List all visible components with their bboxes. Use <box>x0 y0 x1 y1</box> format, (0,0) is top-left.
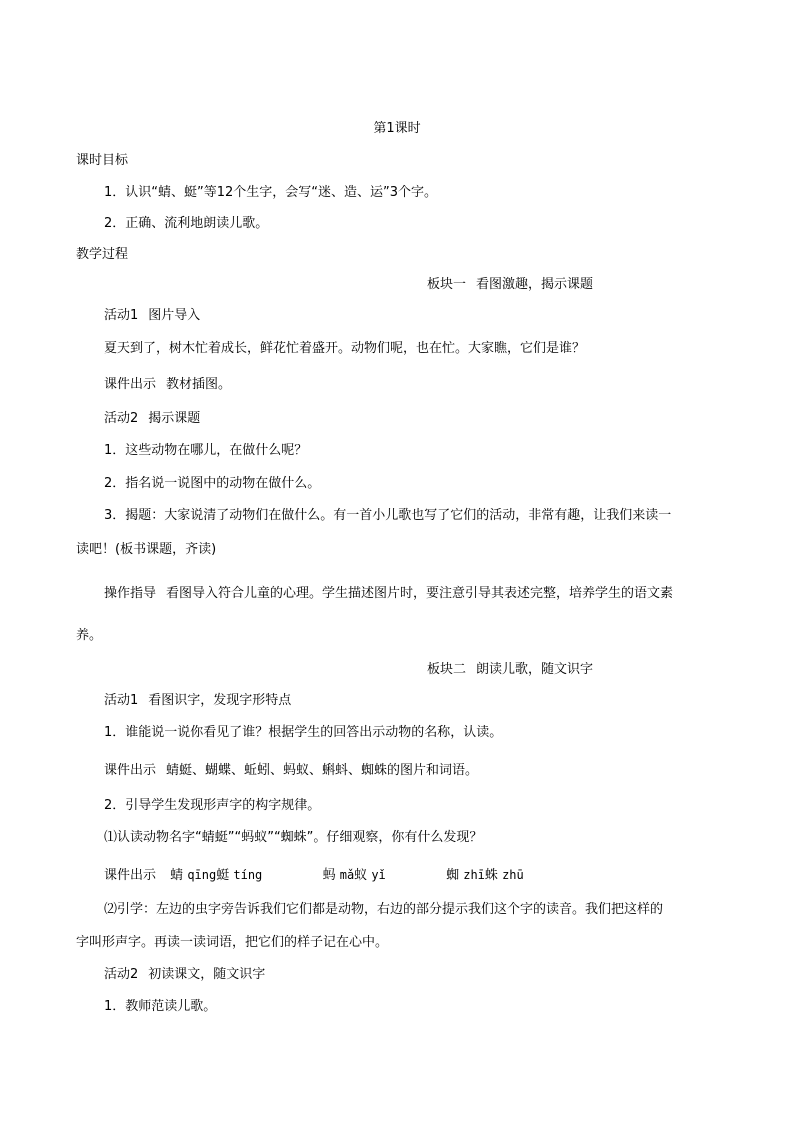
word-ant <box>323 868 390 883</box>
question-item-continued: 读吧！(板书课题，齐读) <box>76 542 217 557</box>
objective-item: 1．认识“蜻、蜓”等12个生字，会写“迷、造、运”3个字。 <box>104 185 438 200</box>
guide-text: 看图导入符合儿童的心理。学生描述图片时，要注意引导其表述完整，培养学生的语文素 <box>166 586 674 601</box>
question-item: 1．这些动物在哪儿，在做什么呢？ <box>104 443 308 458</box>
pinyin: qīng <box>187 868 217 882</box>
activity-label: 活动1 <box>104 693 139 708</box>
sub-item-continued: 字叫形声字。再读一读词语，把它们的样子记在心中。 <box>76 935 389 950</box>
lesson-title: 第1课时 <box>373 121 421 136</box>
show-label: 课件出示 <box>104 868 157 883</box>
character: 蛛 <box>484 868 498 883</box>
question-item: 3．揭题：大家说清了动物们在做什么。有一首小儿歌也写了它们的活动，非常有趣，让我们来读一 <box>104 508 672 523</box>
show-text: 教材插图。 <box>166 377 232 392</box>
activity-title: 初读课文，随文识字 <box>148 967 266 982</box>
guide-label: 操作指导 <box>104 586 157 601</box>
operation-guide-continued: 养。 <box>76 628 103 643</box>
character: 蜘 <box>446 868 460 883</box>
pinyin: mǎ <box>339 868 355 882</box>
pinyin: yǐ <box>371 868 386 882</box>
activity-label: 活动1 <box>104 308 139 323</box>
courseware-show <box>104 762 478 780</box>
section2-title-a: 板块二 <box>426 662 466 677</box>
paragraph: 夏天到了，树木忙着成长，鲜花忙着盛开。动物们呢，也在忙。大家瞧，它们是谁？ <box>104 341 586 356</box>
character: 蜻 <box>170 868 184 883</box>
section2-title-b: 朗读儿歌，随文识字 <box>476 662 594 677</box>
section2-title <box>300 661 720 679</box>
section1-title-b: 看图激趣，揭示课题 <box>476 277 594 292</box>
process-heading: 教学过程 <box>76 247 129 262</box>
question-item: 1．谁能说一说你看见了谁？根据学生的回答出示动物的名称，认读。 <box>104 725 503 740</box>
word-spider <box>446 868 524 883</box>
sub-item: ⑵引学：左边的虫字旁告诉我们它们都是动物，右边的部分提示我们这个字的读音。我们把这样的 <box>104 902 664 917</box>
section1-activity2 <box>104 410 200 428</box>
activity-title: 图片导入 <box>148 308 201 323</box>
sub-item: ⑴认读动物名字“蜻蜓”“蚂蚁”“蜘蛛”。仔细观察，你有什么发现？ <box>104 830 483 845</box>
show-label: 课件出示 <box>104 763 157 778</box>
show-label: 课件出示 <box>104 377 157 392</box>
show-text: 蜻蜓、蝴蝶、蚯蚓、蚂蚁、蝌蚪、蜘蛛的图片和词语。 <box>166 763 479 778</box>
word-dragonfly <box>170 868 266 883</box>
pinyin: zhī <box>463 868 485 882</box>
activity-title: 看图识字，发现字形特点 <box>148 693 292 708</box>
activity-label: 活动2 <box>104 411 139 426</box>
character: 蜓 <box>216 868 230 883</box>
objectives-heading: 课时目标 <box>76 153 129 168</box>
question-item: 2．指名说一说图中的动物在做什么。 <box>104 476 321 491</box>
question-item: 2．引导学生发现形声字的构字规律。 <box>104 798 321 813</box>
objective-item: 2．正确、流利地朗读儿歌。 <box>104 216 269 231</box>
courseware-show-words <box>104 866 524 885</box>
operation-guide <box>104 585 673 603</box>
pinyin: tíng <box>233 868 263 882</box>
activity-title: 揭示课题 <box>148 411 201 426</box>
courseware-show <box>104 376 231 394</box>
question-item: 1．教师范读儿歌。 <box>104 999 217 1014</box>
activity-label: 活动2 <box>104 967 139 982</box>
section2-activity2 <box>104 966 265 984</box>
section2-activity1 <box>104 692 291 710</box>
character: 蚂 <box>322 868 336 883</box>
section1-title <box>300 276 720 294</box>
pinyin: zhū <box>502 868 524 882</box>
section1-title-a: 板块一 <box>426 277 466 292</box>
character: 蚁 <box>354 868 368 883</box>
section1-activity1 <box>104 307 200 325</box>
